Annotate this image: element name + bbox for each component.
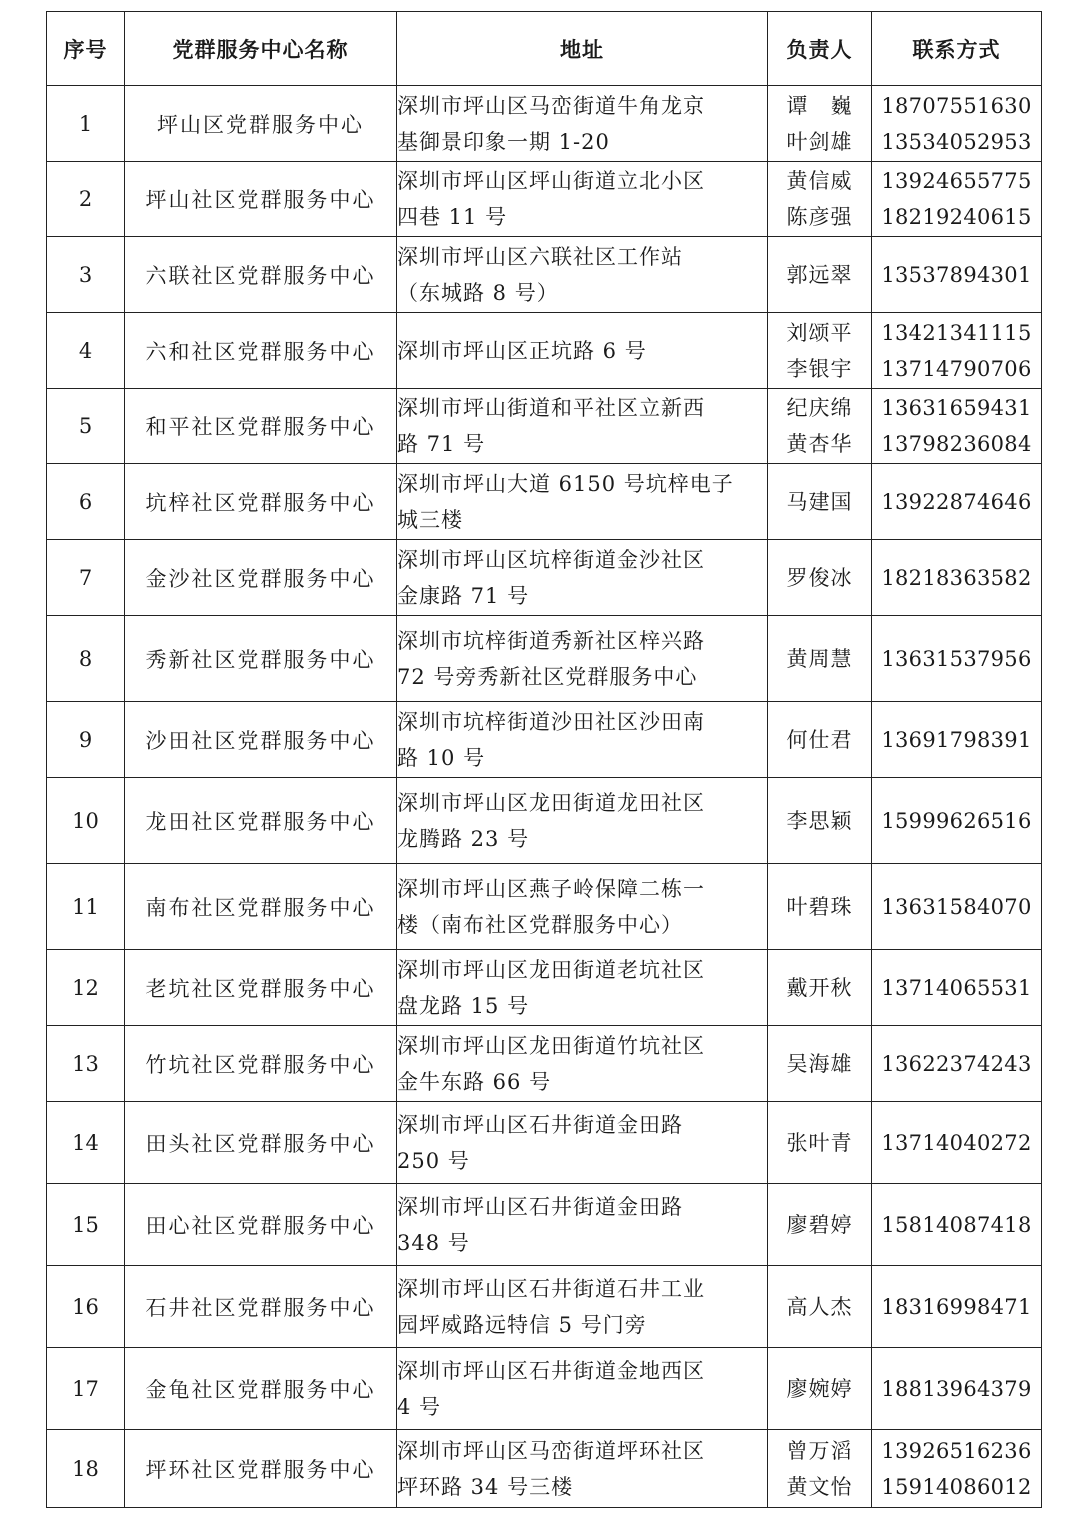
- table-row: [47, 237, 1042, 313]
- address-line: 盘龙路 15 号: [397, 993, 530, 1018]
- center-address: [397, 389, 768, 464]
- address-line: 深圳市坪山区石井街道金田路: [397, 1112, 683, 1137]
- person-name: 廖碧婷: [786, 1212, 853, 1237]
- row-number: 16: [47, 1266, 125, 1348]
- person-name: 黄周慧: [786, 646, 853, 671]
- person-in-charge: [768, 616, 872, 702]
- row-number: 7: [47, 540, 125, 616]
- person-in-charge: [768, 1430, 872, 1508]
- address-line: 坪环路 34 号三楼: [397, 1474, 574, 1499]
- center-address: [397, 864, 768, 950]
- table-row: [47, 86, 1042, 162]
- table-row: [47, 464, 1042, 540]
- person-name: 高人杰: [786, 1294, 853, 1319]
- center-address: [397, 1430, 768, 1508]
- contact-phone: [872, 616, 1042, 702]
- phone-number: 13631537956: [881, 646, 1032, 671]
- center-address: [397, 237, 768, 313]
- person-name: 曾万滔: [786, 1438, 853, 1463]
- person-name: 叶碧珠: [786, 894, 853, 919]
- phone-number: 13537894301: [881, 262, 1032, 287]
- center-name: 六和社区党群服务中心: [125, 313, 397, 389]
- contact-phone: [872, 1026, 1042, 1102]
- address-line: 深圳市坪山大道 6150 号坑梓电子: [397, 471, 734, 496]
- person-name: 马建国: [786, 489, 853, 514]
- address-line: 4 号: [397, 1394, 442, 1419]
- address-line: 深圳市坪山区马峦街道牛角龙京: [397, 93, 705, 118]
- person-in-charge: [768, 1184, 872, 1266]
- center-address: [397, 464, 768, 540]
- center-address: [397, 1184, 768, 1266]
- address-line: 深圳市坪山区石井街道石井工业: [397, 1276, 705, 1301]
- address-line: 深圳市坪山区马峦街道坪环社区: [397, 1438, 705, 1463]
- person-name: 黄信威: [786, 169, 853, 193]
- center-address: [397, 162, 768, 237]
- address-line: 深圳市坪山区燕子岭保障二栋一: [397, 876, 705, 901]
- person-name: 戴开秋: [786, 975, 853, 1000]
- phone-number: 18707551630: [881, 93, 1032, 118]
- contact-phone: [872, 950, 1042, 1026]
- contact-phone: [872, 1348, 1042, 1430]
- contact-phone: [872, 237, 1042, 313]
- address-line: 深圳市坪山区石井街道金田路: [397, 1194, 683, 1219]
- center-address: [397, 1102, 768, 1184]
- address-line: 深圳市坪山区坪山街道立北小区: [397, 169, 705, 193]
- person-in-charge: [768, 950, 872, 1026]
- row-number: 2: [47, 162, 125, 237]
- table-row: [47, 1430, 1042, 1508]
- center-name: 秀新社区党群服务中心: [125, 616, 397, 702]
- person-in-charge: [768, 313, 872, 389]
- center-name: 田头社区党群服务中心: [125, 1102, 397, 1184]
- center-name: 坑梓社区党群服务中心: [125, 464, 397, 540]
- phone-number: 13534052953: [881, 129, 1032, 154]
- center-name: 石井社区党群服务中心: [125, 1266, 397, 1348]
- table-row: [47, 1348, 1042, 1430]
- row-number: 11: [47, 864, 125, 950]
- row-number: 1: [47, 86, 125, 162]
- table-row: [47, 1184, 1042, 1266]
- table-row: [47, 1026, 1042, 1102]
- center-address: [397, 702, 768, 778]
- person-name: 郭远翠: [786, 262, 853, 287]
- table-row: [47, 389, 1042, 464]
- table-row: [47, 950, 1042, 1026]
- center-address: [397, 616, 768, 702]
- header-contact: 联系方式: [872, 12, 1042, 86]
- person-in-charge: [768, 1026, 872, 1102]
- person-in-charge: [768, 464, 872, 540]
- contact-phone: [872, 313, 1042, 389]
- person-name: 何仕君: [786, 727, 853, 752]
- center-name: 坪山区党群服务中心: [125, 86, 397, 162]
- contact-phone: [872, 778, 1042, 864]
- center-address: [397, 1266, 768, 1348]
- center-address: [397, 86, 768, 162]
- phone-number: 15999626516: [881, 808, 1032, 833]
- header-no: 序号: [47, 12, 125, 86]
- address-line: 250 号: [397, 1148, 470, 1173]
- address-line: 深圳市坪山区龙田街道龙田社区: [397, 790, 705, 815]
- address-line: 金牛东路 66 号: [397, 1069, 552, 1094]
- person-in-charge: [768, 702, 872, 778]
- address-line: 深圳市坪山区坑梓街道金沙社区: [397, 547, 705, 572]
- phone-number: 18218363582: [881, 565, 1032, 590]
- address-line: 龙腾路 23 号: [397, 826, 530, 851]
- person-name: 李银宇: [786, 356, 853, 381]
- phone-number: 13798236084: [881, 432, 1032, 456]
- center-name: 坪山社区党群服务中心: [125, 162, 397, 237]
- contact-phone: [872, 1430, 1042, 1508]
- address-line: 金康路 71 号: [397, 583, 530, 608]
- center-name: 南布社区党群服务中心: [125, 864, 397, 950]
- center-name: 竹坑社区党群服务中心: [125, 1026, 397, 1102]
- person-in-charge: [768, 540, 872, 616]
- address-line: 深圳市坪山区六联社区工作站: [397, 244, 683, 269]
- table-row: [47, 1266, 1042, 1348]
- address-line: 园坪威路远特信 5 号门旁: [397, 1312, 647, 1337]
- header-person: 负责人: [768, 12, 872, 86]
- phone-number: 13714790706: [881, 356, 1032, 381]
- person-name: 黄杏华: [786, 432, 853, 456]
- contact-phone: [872, 702, 1042, 778]
- center-name: 龙田社区党群服务中心: [125, 778, 397, 864]
- contact-phone: [872, 86, 1042, 162]
- header-address: 地址: [397, 12, 768, 86]
- person-in-charge: [768, 86, 872, 162]
- table-row: [47, 162, 1042, 237]
- contact-phone: [872, 1102, 1042, 1184]
- person-in-charge: [768, 1348, 872, 1430]
- row-number: 14: [47, 1102, 125, 1184]
- address-line: （东城路 8 号）: [397, 280, 559, 305]
- address-line: 深圳市坪山街道和平社区立新西: [397, 396, 705, 420]
- address-line: 深圳市坑梓街道秀新社区梓兴路: [397, 628, 705, 653]
- contact-phone: [872, 389, 1042, 464]
- table-row: [47, 864, 1042, 950]
- table-header-row: [47, 12, 1042, 86]
- phone-number: 13622374243: [881, 1051, 1032, 1076]
- phone-number: 15914086012: [881, 1474, 1032, 1499]
- address-line: 深圳市坑梓街道沙田社区沙田南: [397, 709, 705, 734]
- phone-number: 13714065531: [881, 975, 1032, 1000]
- row-number: 15: [47, 1184, 125, 1266]
- row-number: 6: [47, 464, 125, 540]
- phone-number: 13631659431: [881, 396, 1032, 420]
- phone-number: 13922874646: [881, 489, 1032, 514]
- table-row: [47, 702, 1042, 778]
- phone-number: 18219240615: [881, 205, 1032, 229]
- person-in-charge: [768, 1266, 872, 1348]
- address-line: 路 71 号: [397, 432, 486, 456]
- phone-number: 13924655775: [881, 169, 1032, 193]
- person-name: 李思颖: [786, 808, 853, 833]
- row-number: 17: [47, 1348, 125, 1430]
- person-name: 黄文怡: [786, 1474, 853, 1499]
- contact-phone: [872, 1266, 1042, 1348]
- address-line: 深圳市坪山区正坑路 6 号: [397, 338, 647, 363]
- table-row: [47, 1102, 1042, 1184]
- address-line: 深圳市坪山区龙田街道老坑社区: [397, 957, 705, 982]
- person-in-charge: [768, 778, 872, 864]
- person-in-charge: [768, 389, 872, 464]
- phone-number: 18316998471: [881, 1294, 1032, 1319]
- center-name: 坪环社区党群服务中心: [125, 1430, 397, 1508]
- center-name: 金沙社区党群服务中心: [125, 540, 397, 616]
- person-name: 张叶青: [786, 1130, 853, 1155]
- address-line: 路 10 号: [397, 745, 486, 770]
- phone-number: 13926516236: [881, 1438, 1032, 1463]
- person-in-charge: [768, 162, 872, 237]
- row-number: 5: [47, 389, 125, 464]
- center-address: [397, 1348, 768, 1430]
- phone-number: 13631584070: [881, 894, 1032, 919]
- person-name: 吴海雄: [786, 1051, 853, 1076]
- person-name: 刘颂平: [786, 320, 853, 345]
- table-row: [47, 778, 1042, 864]
- address-line: 四巷 11 号: [397, 205, 508, 229]
- phone-number: 15814087418: [881, 1212, 1032, 1237]
- center-name: 六联社区党群服务中心: [125, 237, 397, 313]
- address-line: 深圳市坪山区龙田街道竹坑社区: [397, 1033, 705, 1058]
- person-in-charge: [768, 237, 872, 313]
- center-address: [397, 313, 768, 389]
- service-center-table: [46, 11, 1042, 1508]
- row-number: 3: [47, 237, 125, 313]
- table-row: [47, 313, 1042, 389]
- phone-number: 18813964379: [881, 1376, 1032, 1401]
- row-number: 10: [47, 778, 125, 864]
- person-name: 纪庆绵: [786, 396, 853, 420]
- center-name: 田心社区党群服务中心: [125, 1184, 397, 1266]
- center-address: [397, 778, 768, 864]
- table-body: [47, 86, 1042, 1508]
- row-number: 12: [47, 950, 125, 1026]
- person-in-charge: [768, 864, 872, 950]
- center-address: [397, 1026, 768, 1102]
- center-name: 老坑社区党群服务中心: [125, 950, 397, 1026]
- address-line: 深圳市坪山区石井街道金地西区: [397, 1358, 705, 1383]
- contact-phone: [872, 540, 1042, 616]
- header-name: 党群服务中心名称: [125, 12, 397, 86]
- contact-phone: [872, 162, 1042, 237]
- contact-phone: [872, 1184, 1042, 1266]
- row-number: 4: [47, 313, 125, 389]
- center-name: 和平社区党群服务中心: [125, 389, 397, 464]
- row-number: 13: [47, 1026, 125, 1102]
- row-number: 8: [47, 616, 125, 702]
- address-line: 城三楼: [397, 507, 463, 532]
- contact-phone: [872, 464, 1042, 540]
- person-name: 叶剑雄: [786, 129, 853, 154]
- address-line: 楼（南布社区党群服务中心）: [397, 912, 683, 937]
- row-number: 9: [47, 702, 125, 778]
- phone-number: 13421341115: [881, 320, 1032, 345]
- address-line: 72 号旁秀新社区党群服务中心: [397, 664, 698, 689]
- center-address: [397, 540, 768, 616]
- contact-phone: [872, 864, 1042, 950]
- person-name: 谭 巍: [786, 93, 853, 118]
- table-row: [47, 616, 1042, 702]
- center-address: [397, 950, 768, 1026]
- person-name: 廖婉婷: [786, 1376, 853, 1401]
- center-name: 沙田社区党群服务中心: [125, 702, 397, 778]
- phone-number: 13691798391: [881, 727, 1032, 752]
- phone-number: 13714040272: [881, 1130, 1032, 1155]
- address-line: 基御景印象一期 1-20: [397, 129, 610, 154]
- table-row: [47, 540, 1042, 616]
- row-number: 18: [47, 1430, 125, 1508]
- address-line: 348 号: [397, 1230, 470, 1255]
- person-name: 陈彦强: [786, 205, 853, 229]
- person-in-charge: [768, 1102, 872, 1184]
- person-name: 罗俊冰: [786, 565, 853, 590]
- center-name: 金龟社区党群服务中心: [125, 1348, 397, 1430]
